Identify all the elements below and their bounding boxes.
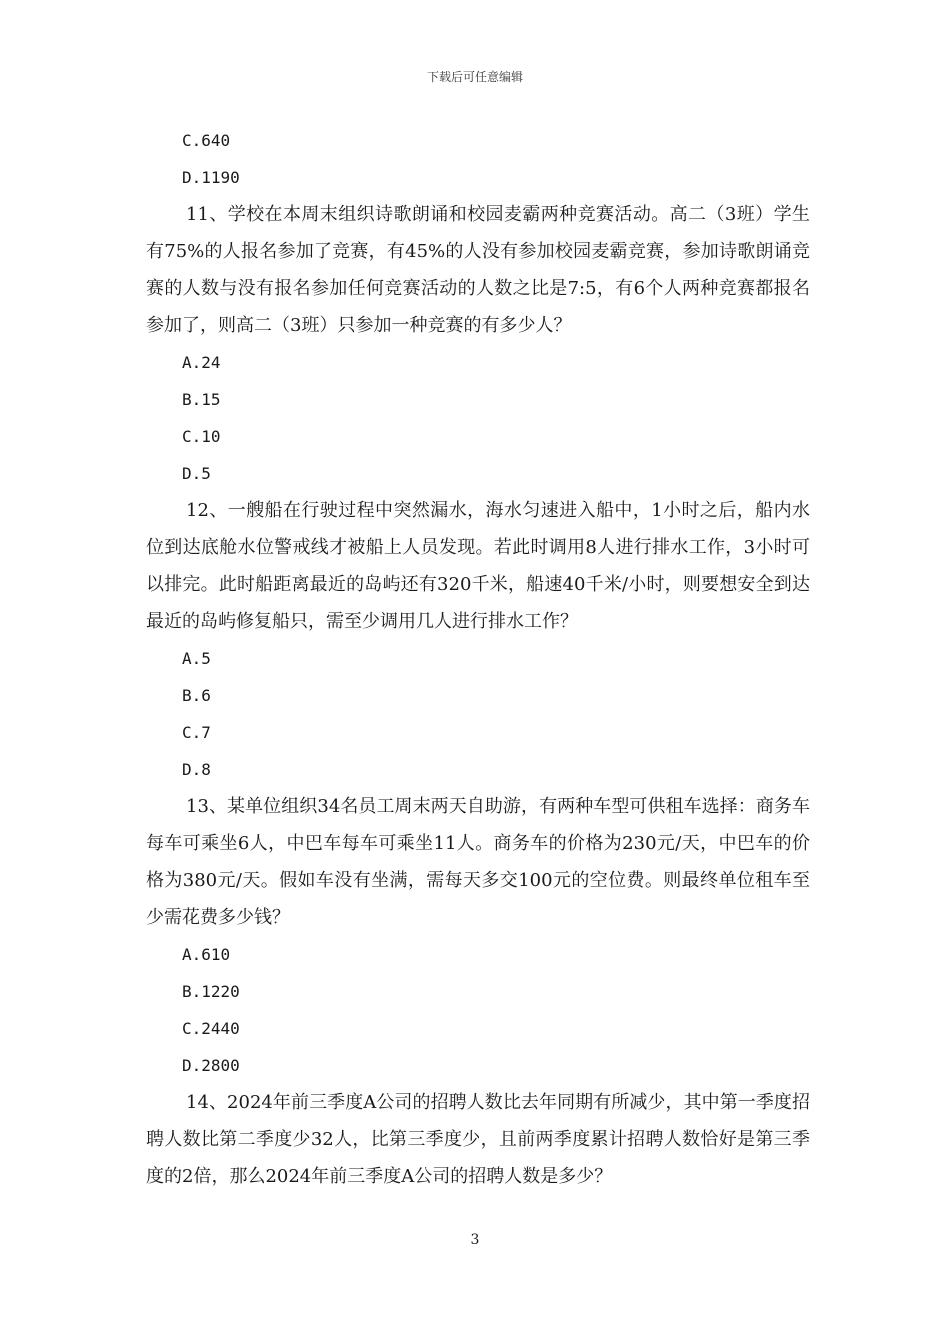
- option-d-2800: D.2800: [182, 1056, 240, 1075]
- option-d-5: D.5: [182, 464, 211, 483]
- question-12: 12、一艘船在行驶过程中突然漏水，海水匀速进入船中，1小时之后，船内水位到达底舱水位警戒线才被船上人员发现。若此时调用8人进行排水工作，3小时可以排完。此时船距离最近的岛屿还有320千米，船速40千米/小时，则要想安全到达最近的岛屿修复船只，需至少调用几人进行排水工作？: [146, 500, 810, 632]
- page-number: 3: [470, 1232, 480, 1248]
- option-c-7: C.7: [182, 723, 211, 742]
- option-d-1190: D.1190: [182, 168, 240, 187]
- question-11: 11、学校在本周末组织诗歌朗诵和校园麦霸两种竞赛活动。高二（3班）学生有75%的人报名参加了竞赛，有45%的人没有参加校园麦霸竞赛，参加诗歌朗诵竞赛的人数与没有报名参加任何竞赛活动的人数之比是7:5，有6个人两种竞赛都报名参加了，则高二（3班）只参加一种竞赛的有多少人？: [146, 204, 810, 336]
- option-a-5: A.5: [182, 649, 211, 668]
- option-c-10: C.10: [182, 427, 221, 446]
- option-b-15: B.15: [182, 390, 221, 409]
- question-14: 14、2024年前三季度A公司的招聘人数比去年同期有所减少，其中第一季度招聘人数比第二季度少32人，比第三季度少，且前两季度累计招聘人数恰好是第三季度的2倍，那么2024年前三季度A公司的招聘人数是多少？: [146, 1092, 810, 1187]
- option-a-610: A.610: [182, 945, 231, 964]
- document-body: [146, 122, 810, 1195]
- question-13: 13、某单位组织34名员工周末两天自助游，有两种车型可供租车选择：商务车每车可乘坐6人，中巴车每车可乘坐11人。商务车的价格为230元/天，中巴车的价格为380元/天。假如车没有坐满，需每天多交100元的空位费。则最终单位租车至少需花费多少钱？: [146, 796, 810, 928]
- option-b-6: B.6: [182, 686, 211, 705]
- option-c-640: C.640: [182, 131, 231, 150]
- page-header: 下载后可任意编辑: [426, 70, 523, 84]
- option-a-24: A.24: [182, 353, 221, 372]
- option-b-1220: B.1220: [182, 982, 240, 1001]
- option-d-8: D.8: [182, 760, 211, 779]
- option-c-2440: C.2440: [182, 1019, 240, 1038]
